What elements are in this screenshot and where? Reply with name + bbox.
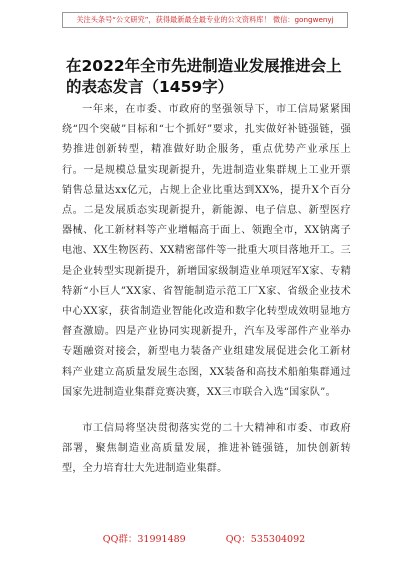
footer-qq-group: QQ群：31991489 [102, 534, 186, 545]
document-title: 在2022年全市先进制造业发展推进会上的表态发言（1459字） [66, 57, 342, 96]
top-banner [62, 12, 348, 28]
banner-text: 关注头条号“公文研究”，获得最新最全最专业的公文资料库！ 微信：gongwenyj [76, 15, 334, 24]
document-body [62, 100, 351, 480]
paragraph-2: 市工信局将坚决贯彻落实党的二十大精神和市委、市政府部署，聚焦制造业高质量发展，推进补链强链，加快创新转型，全力培育壮大先进制造业集群。 [62, 423, 351, 475]
paragraph-1: 一年来，在市委、市政府的坚强领导下，市工信局紧紧围绕“四个突破”目标和“七个抓好”要求，扎实做好补链强链，强势推进创新转型，精准做好助企服务，重点优势产业承压上行。一是规模总量实现新提升，先进制造业集群规上工业开票销售总量达xx亿元，占规上企业比重达到XX%，提升X个百分点。二是发展质态实现新提升，新能源、电子信息、新型医疗器械、化工新材料等产业增幅高于面上、领跑全市，XX钠离子电池、XX生物医药、XX精密部件等一批重大项目落地开工。三是企业转型实现新提升，新增国家级制造业单项冠军X家、专精特新“小巨人”XX家、省智能制造示范工厂X家、省级企业技术中心XX家，获省制造业智能化改造和数字化转型成效明显地方督查激励。四是产业协同实现新提升，汽车及零部件产业举办专题融资对接会，新型电力装备产业组建发展促进会化工新材料产业建立高质量发展生态图，XX装备和高技术船舶集群通过国家先进制造业集群竞赛决赛，XX三市联合入选“国家队”。 [62, 104, 351, 398]
footer-contacts [0, 531, 408, 545]
footer-qq: QQ：535304092 [225, 534, 306, 545]
